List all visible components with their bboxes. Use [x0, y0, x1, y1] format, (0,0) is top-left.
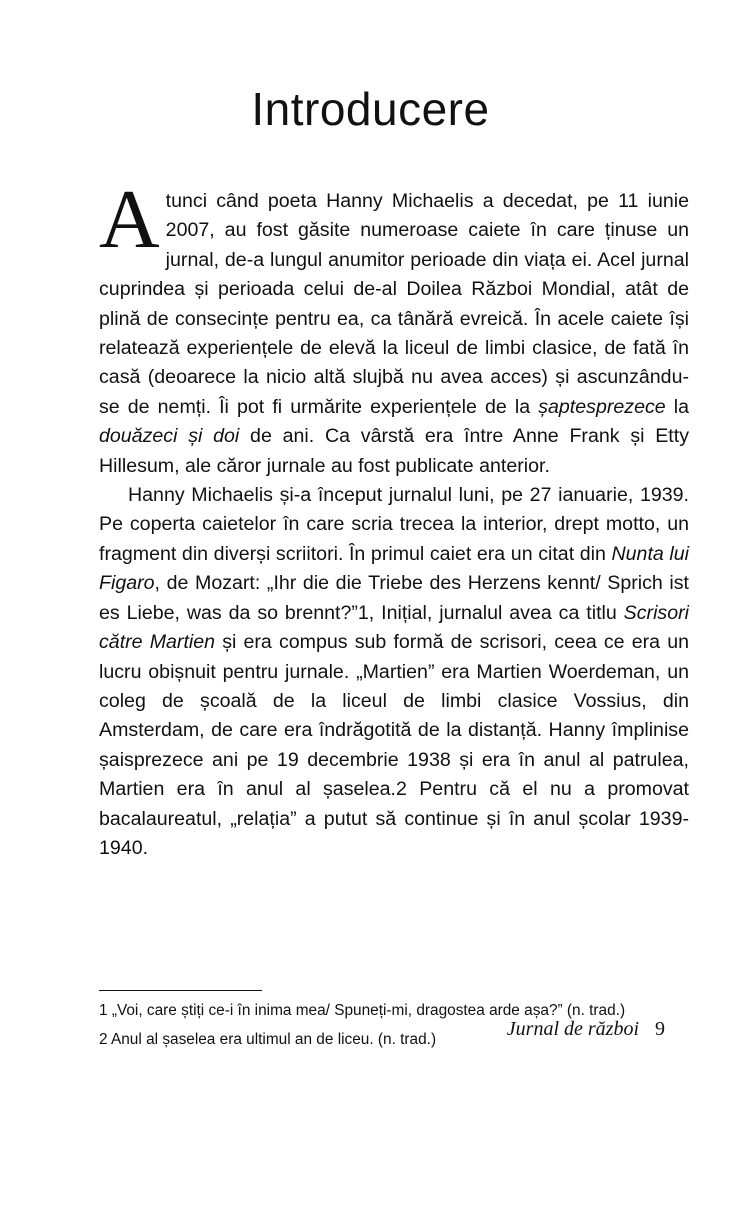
running-title: Jurnal de război: [506, 1018, 639, 1040]
paragraph-2-text-c: și era compus sub formă de scrisori, ceea ce era un lucru obișnuit pentru jurnale. „Martien” era Martien Woerdeman, un coleg de școală de la liceul de limbi clasice Vossius, din Amsterdam, de care era îndrăgotită de la distanță. Hanny împlinise șaisprezece ani pe 19 decembrie 1938 și era în anul al patrulea, Martien era în anul al șaselea.2 Pentru că el nu a promovat bacalaureatul, „relația” a putut să continue și în anul școlar 1939-1940.: [99, 631, 689, 859]
running-footer: [507, 1018, 665, 1041]
paragraph-2-italic-a: Nunta lui Figaro: [99, 542, 689, 595]
paragraph-1-text-c: de ani. Ca vârstă era între Anne Frank și Etty Hillesum, ale căror jurnale au fost publicate anterior.: [99, 425, 689, 477]
drop-cap: A: [99, 173, 160, 266]
paragraph-2-italic-b: Scrisori către Martien: [99, 601, 689, 654]
paragraph-1-italic-a: șaptesprezece: [538, 395, 666, 418]
paragraph-1-italic-b: douăzeci și doi: [99, 425, 240, 448]
paragraph-2-text-a: Hanny Michaelis și-a început jurnalul luni, pe 27 ianuarie, 1939. Pe coperta caietelor în care scria trecea la interior, drept motto, un fragment din diverși scriitori. În primul caiet era un citat din: [99, 484, 689, 565]
paragraph-2-text-b: , de Mozart: „Ihr die die Triebe des Herzens kennt/ Sprich ist es Liebe, was da so brennt?”1, Inițial, jurnalul avea ca titlu: [99, 572, 689, 624]
paragraph-2: [99, 481, 689, 863]
page-number: 9: [655, 1018, 665, 1040]
footnote-divider: [99, 990, 262, 991]
paragraph-1-text-a: tunci când poeta Hanny Michaelis a decedat, pe 11 iunie 2007, au fost găsite numeroase caiete în care ținuse un jurnal, de-a lungul anumitor perioade din viața ei. Acel jurnal cuprindea și perioada celui de-al Doilea Război Mondial, atât de plină de consecințe pentru ea, ca tânără evreică. În acele caiete își relatează experiențele de elevă la liceul de limbi clasice, de fată în casă (deoarece la nicio altă slujbă nu avea acces) și ascunzându-se de nemți. Îi pot fi urmărite experiențele de la: [99, 190, 689, 418]
paragraph-1-text-b: la: [665, 395, 689, 418]
chapter-title: Introducere: [251, 83, 490, 135]
body-text: [99, 173, 689, 863]
footnote-2: 2 Anul al șaselea era ultimul an de liceu. (n. trad.): [99, 1031, 437, 1048]
footnote-1: 1 „Voi, care știți ce-i în inima mea/ Spuneți-mi, dragostea arde așa?” (n. trad.): [99, 1002, 626, 1019]
paragraph-1: [99, 173, 689, 481]
